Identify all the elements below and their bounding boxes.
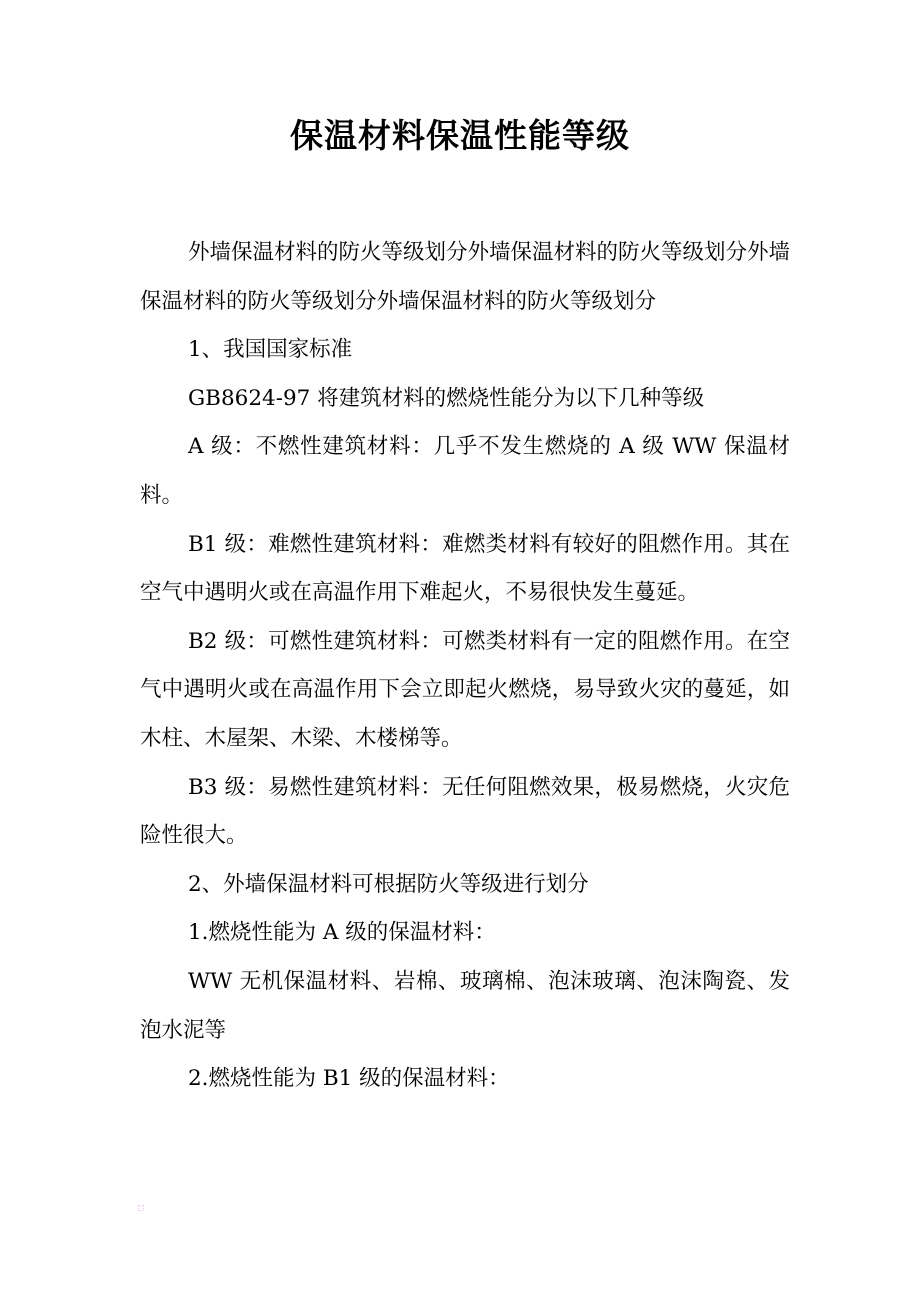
section-2-heading: 2、外墙保温材料可根据防火等级进行划分	[188, 871, 589, 897]
item-2-heading: 2.燃烧性能为 B1 级的保温材料：	[188, 1066, 510, 1092]
paragraph-intro: 外墙保温材料的防火等级划分外墙保温材料的防火等级划分外墙保温材料的防火等级划分外墙保温材料的防火等级划分	[140, 240, 791, 314]
paragraph-grade-a: A 级：不燃性建筑材料：几乎不发生燃烧的 A 级 WW 保温材料。	[140, 434, 790, 508]
paragraph-grade-b3: B3 级：易燃性建筑材料：无任何阻燃效果，极易燃烧，火灾危险性很大。	[140, 774, 790, 849]
document-title: 保温材料保温性能等级	[290, 116, 630, 155]
section-1-heading: 1、我国国家标准	[188, 337, 353, 363]
watermark-dot	[138, 1205, 144, 1211]
paragraph-grade-b2: B2 级：可燃性建筑材料：可燃类材料有一定的阻燃作用。在空气中遇明火或在高温作用下会立即起火燃烧，易导致火灾的蔓延，如木柱、木屋架、木梁、木楼梯等。	[140, 628, 790, 751]
paragraph-grade-b1: B1 级：难燃性建筑材料：难燃类材料有较好的阻燃作用。其在空气中遇明火或在高温作用下难起火，不易很快发生蔓延。	[140, 531, 790, 606]
item-1-heading: 1.燃烧性能为 A 级的保温材料：	[188, 920, 496, 946]
paragraph-gb-standard: GB8624-97 将建筑材料的燃烧性能分为以下几种等级	[188, 385, 705, 411]
item-1-list: WW 无机保温材料、岩棉、玻璃棉、泡沫玻璃、泡沫陶瓷、发泡水泥等	[140, 968, 790, 1043]
document-body	[140, 229, 790, 1104]
